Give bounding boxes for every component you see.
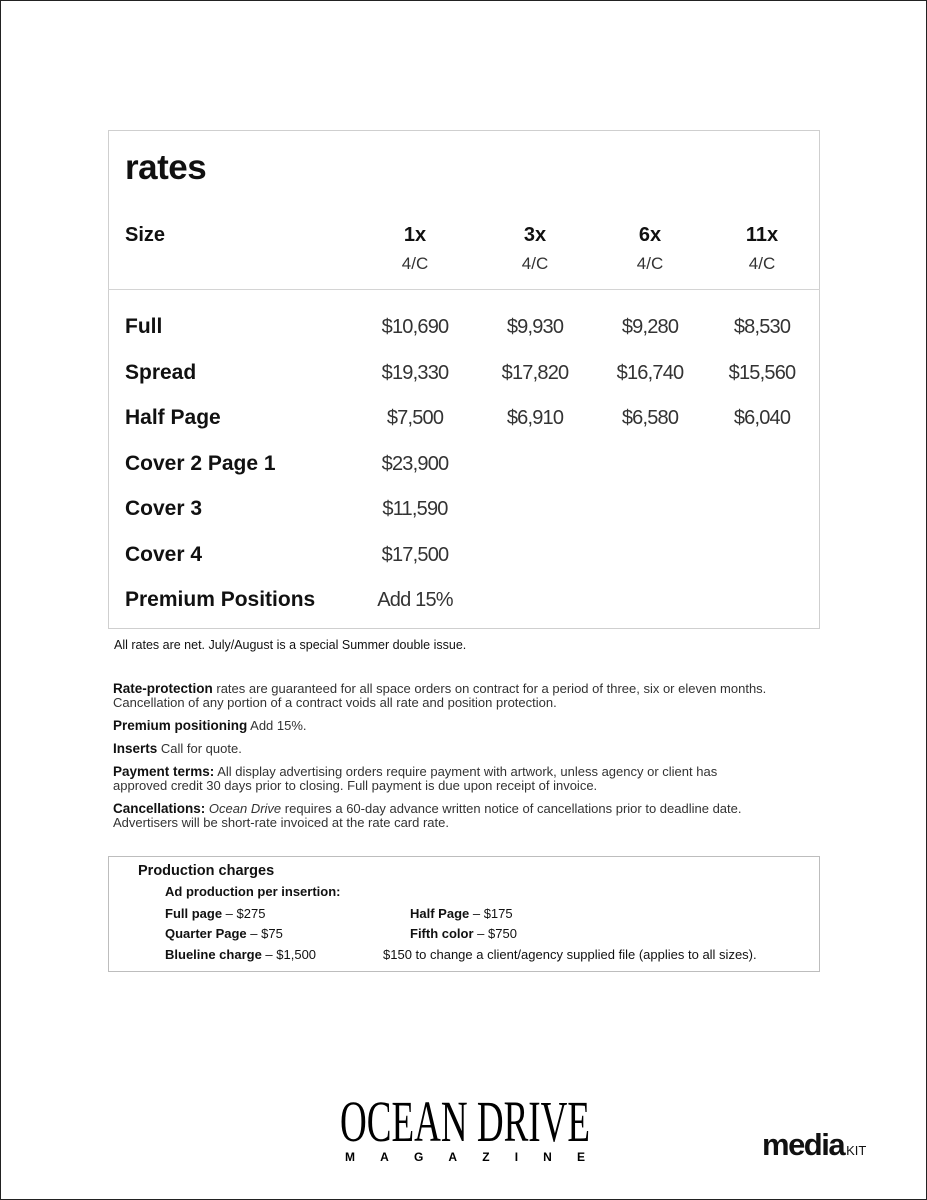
col-1x-header: 1x [403,224,427,246]
rate-cell: $9,930 [506,316,564,338]
media-kit-label: media KIT [762,1127,867,1162]
fifth-color-charge: Fifth color – $750 [410,926,517,941]
col-3x-type: 4/C [521,254,549,273]
rate-cell: $23,900 [381,453,449,475]
quarter-page-charge: Quarter Page – $75 [165,926,283,941]
logo-wordmark: OCEAN DRIVE [340,1089,590,1154]
rate-cell: $9,280 [621,316,679,338]
rate-cell: $17,820 [501,362,569,384]
size-column-header: Size [125,224,166,246]
rate-cell: $17,500 [381,544,449,566]
col-1x-type: 4/C [401,254,429,273]
premium-positioning-term: Premium positioning Add 15%. [113,718,307,733]
payment-terms: Payment terms: All display advertising orders require payment with artwork, unless agency or client has approved credit 30 days prior to closing. Full payment is due upon receipt of invoice. [113,764,718,793]
rate-protection-term: Rate-protection rates are guaranteed for all space orders on contract for a period of three, six or eleven months. Cancellation of any portion of a contract voids all rate and position protection. [113,681,767,710]
col-6x-header: 6x [638,224,662,246]
rate-cell: $10,690 [381,316,449,338]
rate-cell: Add 15% [377,589,453,611]
col-3x-header: 3x [523,224,547,246]
row-label-premium-positions: Premium Positions [125,588,316,611]
rate-cell: $11,590 [382,498,448,520]
production-charges-title: Production charges [138,863,275,879]
ocean-drive-magazine-logo [337,1087,593,1163]
header-divider [108,289,820,290]
rate-cell: $6,040 [733,407,791,429]
production-subtitle: Ad production per insertion: [165,884,341,899]
row-label-cover-4: Cover 4 [125,543,203,566]
blueline-charge: Blueline charge – $1,500 [165,947,317,962]
rate-cell: $8,530 [733,316,791,338]
col-11x-header: 11x [745,224,779,246]
rate-cell: $7,500 [386,407,444,429]
cancellations-term: Cancellations: Ocean Drive requires a 60-day advance written notice of cancellations prior to deadline date. Advertisers will be short-rate invoiced at the rate card rate. [113,801,742,830]
logo-subline: MAGAZINE [345,1150,585,1164]
inserts-term: Inserts Call for quote. [113,741,242,756]
rates-net-note: All rates are net. July/August is a special Summer double issue. [114,638,467,652]
rate-cell: $15,560 [728,362,796,384]
col-6x-type: 4/C [636,254,664,273]
half-page-charge: Half Page – $175 [410,906,513,921]
full-page-charge: Full page – $275 [165,906,266,921]
rates-title: rates [125,148,207,187]
row-label-cover-2-page-1: Cover 2 Page 1 [125,452,276,475]
rate-cell: $6,580 [621,407,679,429]
row-label-half-page: Half Page [125,406,221,429]
rate-cell: $6,910 [506,407,564,429]
row-label-spread: Spread [125,361,197,384]
rate-cell: $19,330 [381,362,449,384]
row-label-cover-3: Cover 3 [125,497,203,520]
row-label-full: Full [125,315,163,338]
terms-section [113,682,773,839]
change-file-charge: $150 to change a client/agency supplied file (applies to all sizes). [383,947,757,962]
rate-cell: $16,740 [616,362,684,384]
col-11x-type: 4/C [748,254,776,273]
